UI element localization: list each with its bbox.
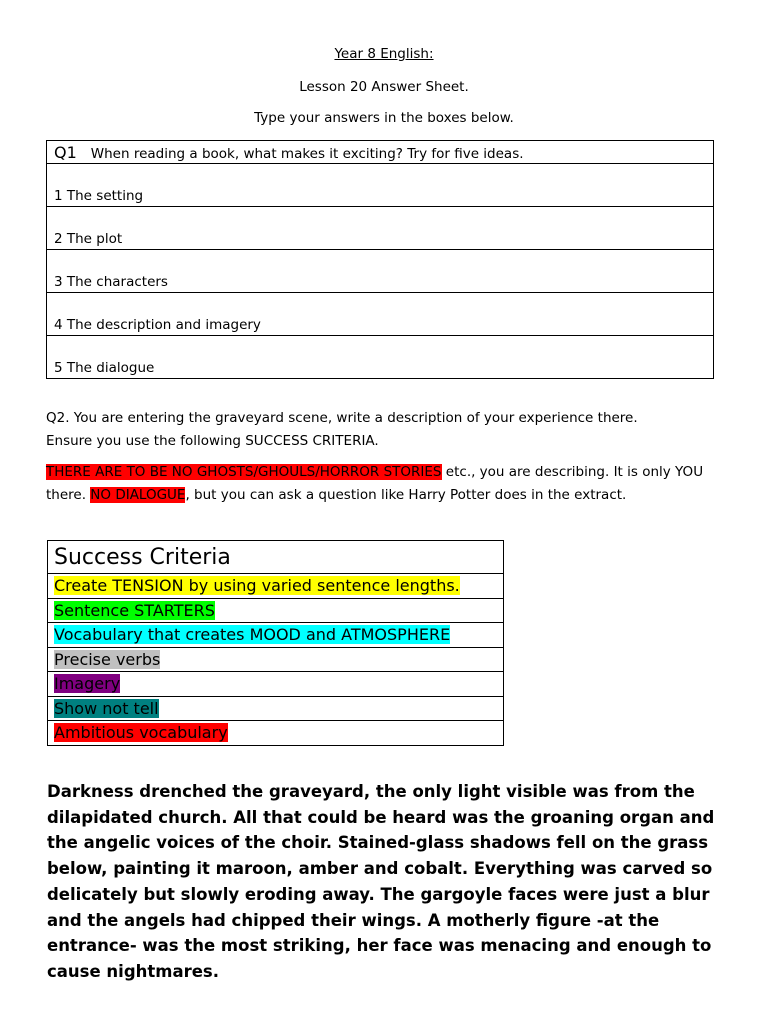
criterion-row [48, 574, 504, 599]
success-criteria-title: Success Criteria [48, 541, 504, 574]
q2-rules-text: etc., you are describing. It is only YOU there. [46, 464, 704, 503]
answer-box-1[interactable]: 1 The setting [47, 164, 714, 207]
criterion-row [48, 623, 504, 648]
student-answer-paragraph[interactable]: Darkness drenched the graveyard, the only light visible was from the dilapidated church. All that could be heard was the groaning organ and the angelic voices of the choir. Stained-glass shadows fell on the grass below, painting it maroon, amber and cobalt. Everything was carved so delicately but slowly eroding away. The gargoyle faces were just a blur and the angels had chipped their wings. A motherly figure -at the entrance- was the most striking, her face was menacing and enough to cause nightmares. [47, 782, 715, 981]
lesson-title: Lesson 20 Answer Sheet. [299, 79, 469, 95]
criterion-sentence-starters: Sentence STARTERS [54, 600, 215, 620]
q1-answer-table [46, 140, 714, 379]
criterion-precise-verbs: Precise verbs [54, 649, 161, 669]
criterion-mood-vocabulary: Vocabulary that creates MOOD and ATMOSPHERE [54, 625, 451, 645]
success-criteria-table [47, 540, 504, 746]
criterion-row [48, 647, 504, 672]
no-ghosts-warning: THERE ARE TO BE NO GHOSTS/GHOULS/HORROR STORIES [46, 464, 442, 480]
q2-line-1: Q2. You are entering the graveyard scene, write a description of your experience there. [46, 410, 638, 426]
q1-question: When reading a book, what makes it exciting? Try for five ideas. [90, 145, 524, 162]
criterion-tension: Create TENSION by using varied sentence lengths. [54, 576, 460, 596]
criterion-imagery: Imagery [54, 674, 121, 694]
answer-box-3[interactable]: 3 The characters [47, 250, 714, 293]
criterion-row [48, 696, 504, 721]
criterion-row [48, 721, 504, 746]
q1-label: Q1 [54, 142, 77, 162]
q1-question-cell [47, 141, 714, 164]
answer-box-4[interactable]: 4 The description and imagery [47, 293, 714, 336]
criterion-row [48, 672, 504, 697]
answer-box-5[interactable]: 5 The dialogue [47, 336, 714, 379]
instruction-text: Type your answers in the boxes below. [254, 110, 514, 126]
q2-question [46, 407, 726, 453]
q2-rules [46, 461, 726, 507]
criterion-row [48, 598, 504, 623]
answer-box-2[interactable]: 2 The plot [47, 207, 714, 250]
no-dialogue-warning: NO DIALOGUE [90, 487, 186, 503]
q2-rules-tail: , but you can ask a question like Harry Potter does in the extract. [185, 487, 627, 503]
document-title: Year 8 English: [334, 46, 434, 62]
q2-line-2: Ensure you use the following SUCCESS CRITERIA. [46, 433, 379, 449]
criterion-ambitious-vocabulary: Ambitious vocabulary [54, 723, 228, 743]
criterion-show-not-tell: Show not tell [54, 698, 159, 718]
